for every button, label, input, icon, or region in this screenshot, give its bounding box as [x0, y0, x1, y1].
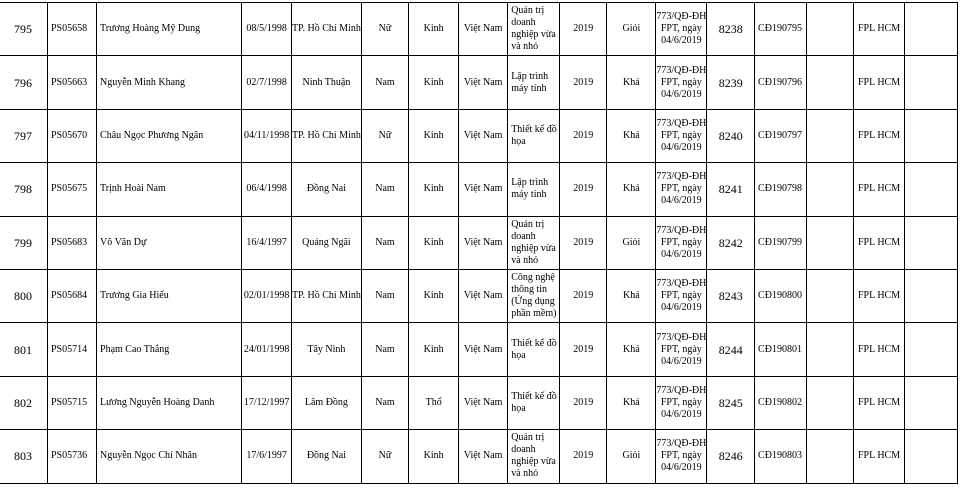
graduation-year-cell: 2019 [560, 163, 607, 216]
serial-number-cell: 8241 [707, 163, 755, 216]
major-cell: Quản trị doanh nghiệp vừa và nhỏ [508, 216, 560, 269]
graduation-year-cell: 2019 [560, 216, 607, 269]
gender-cell: Nữ [361, 109, 408, 162]
serial-number-cell: 8244 [707, 323, 755, 376]
serial-number-cell: 8242 [707, 216, 755, 269]
birth-date-cell: 17/6/1997 [242, 430, 292, 483]
birth-date-cell: 08/5/1998 [242, 3, 292, 56]
ethnicity-cell: Kinh [409, 430, 459, 483]
graduates-table [0, 2, 958, 484]
row-number-cell: 796 [0, 56, 47, 109]
serial-number-cell: 8243 [707, 269, 755, 322]
rank-cell: Khá [607, 376, 656, 429]
major-cell: Lập trình máy tính [508, 56, 560, 109]
decision-cell: 773/QĐ-ĐH FPT, ngày 04/6/2019 [656, 430, 707, 483]
extra-cell [905, 323, 958, 376]
note-cell [806, 216, 853, 269]
major-cell: Quản trị doanh nghiệp vừa và nhỏ [508, 3, 560, 56]
nationality-cell: Việt Nam [459, 56, 508, 109]
gender-cell: Nam [361, 376, 408, 429]
student-name-cell: Lương Nguyễn Hoàng Danh [97, 376, 242, 429]
campus-cell: FPL HCM [853, 376, 904, 429]
decision-cell: 773/QĐ-ĐH FPT, ngày 04/6/2019 [656, 163, 707, 216]
gender-cell: Nữ [361, 3, 408, 56]
note-cell [806, 430, 853, 483]
graduation-year-cell: 2019 [560, 269, 607, 322]
extra-cell [905, 430, 958, 483]
campus-cell: FPL HCM [853, 269, 904, 322]
ethnicity-cell: Kinh [409, 3, 459, 56]
graduation-year-cell: 2019 [560, 376, 607, 429]
certificate-number-cell: CĐ190796 [755, 56, 807, 109]
major-cell: Thiết kế đồ họa [508, 376, 560, 429]
serial-number-cell: 8246 [707, 430, 755, 483]
extra-cell [905, 163, 958, 216]
ethnicity-cell: Kinh [409, 56, 459, 109]
birth-date-cell: 24/01/1998 [242, 323, 292, 376]
ethnicity-cell: Kinh [409, 269, 459, 322]
student-name-cell: Châu Ngọc Phương Ngân [97, 109, 242, 162]
graduation-year-cell: 2019 [560, 323, 607, 376]
decision-cell: 773/QĐ-ĐH FPT, ngày 04/6/2019 [656, 376, 707, 429]
table-row [0, 216, 958, 269]
row-number-cell: 795 [0, 3, 47, 56]
birthplace-cell: Tây Ninh [291, 323, 361, 376]
birthplace-cell: Ninh Thuận [291, 56, 361, 109]
row-number-cell: 803 [0, 430, 47, 483]
decision-cell: 773/QĐ-ĐH FPT, ngày 04/6/2019 [656, 56, 707, 109]
rank-cell: Khá [607, 323, 656, 376]
note-cell [806, 376, 853, 429]
birthplace-cell: Đồng Nai [291, 430, 361, 483]
gender-cell: Nam [361, 163, 408, 216]
extra-cell [905, 216, 958, 269]
serial-number-cell: 8239 [707, 56, 755, 109]
campus-cell: FPL HCM [853, 216, 904, 269]
campus-cell: FPL HCM [853, 163, 904, 216]
rank-cell: Khá [607, 163, 656, 216]
birth-date-cell: 02/01/1998 [242, 269, 292, 322]
note-cell [806, 3, 853, 56]
table-row [0, 269, 958, 322]
student-code-cell: PS05658 [47, 3, 96, 56]
table-row [0, 56, 958, 109]
decision-cell: 773/QĐ-ĐH FPT, ngày 04/6/2019 [656, 323, 707, 376]
ethnicity-cell: Kinh [409, 216, 459, 269]
decision-cell: 773/QĐ-ĐH FPT, ngày 04/6/2019 [656, 3, 707, 56]
student-code-cell: PS05714 [47, 323, 96, 376]
birth-date-cell: 06/4/1998 [242, 163, 292, 216]
certificate-number-cell: CĐ190803 [755, 430, 807, 483]
student-code-cell: PS05670 [47, 109, 96, 162]
certificate-number-cell: CĐ190798 [755, 163, 807, 216]
certificate-number-cell: CĐ190802 [755, 376, 807, 429]
student-code-cell: PS05736 [47, 430, 96, 483]
nationality-cell: Việt Nam [459, 216, 508, 269]
student-name-cell: Trương Hoàng Mỹ Dung [97, 3, 242, 56]
major-cell: Quản trị doanh nghiệp vừa và nhỏ [508, 430, 560, 483]
row-number-cell: 799 [0, 216, 47, 269]
nationality-cell: Việt Nam [459, 430, 508, 483]
student-name-cell: Nguyễn Minh Khang [97, 56, 242, 109]
nationality-cell: Việt Nam [459, 163, 508, 216]
row-number-cell: 797 [0, 109, 47, 162]
birthplace-cell: Quảng Ngãi [291, 216, 361, 269]
gender-cell: Nam [361, 269, 408, 322]
rank-cell: Khá [607, 56, 656, 109]
nationality-cell: Việt Nam [459, 323, 508, 376]
extra-cell [905, 3, 958, 56]
serial-number-cell: 8240 [707, 109, 755, 162]
birth-date-cell: 02/7/1998 [242, 56, 292, 109]
student-name-cell: Trương Gia Hiếu [97, 269, 242, 322]
nationality-cell: Việt Nam [459, 376, 508, 429]
certificate-number-cell: CĐ190799 [755, 216, 807, 269]
major-cell: Thiết kế đồ họa [508, 323, 560, 376]
student-code-cell: PS05663 [47, 56, 96, 109]
note-cell [806, 56, 853, 109]
certificate-number-cell: CĐ190797 [755, 109, 807, 162]
student-code-cell: PS05683 [47, 216, 96, 269]
table-row [0, 3, 958, 56]
rank-cell: Giỏi [607, 216, 656, 269]
table-row [0, 109, 958, 162]
major-cell: Lập trình máy tính [508, 163, 560, 216]
extra-cell [905, 56, 958, 109]
row-number-cell: 800 [0, 269, 47, 322]
student-code-cell: PS05684 [47, 269, 96, 322]
birthplace-cell: Đồng Nai [291, 163, 361, 216]
ethnicity-cell: Kinh [409, 109, 459, 162]
graduation-year-cell: 2019 [560, 3, 607, 56]
row-number-cell: 801 [0, 323, 47, 376]
note-cell [806, 269, 853, 322]
extra-cell [905, 376, 958, 429]
graduation-year-cell: 2019 [560, 430, 607, 483]
ethnicity-cell: Thổ [409, 376, 459, 429]
certificate-number-cell: CĐ190801 [755, 323, 807, 376]
serial-number-cell: 8245 [707, 376, 755, 429]
note-cell [806, 163, 853, 216]
campus-cell: FPL HCM [853, 430, 904, 483]
certificate-number-cell: CĐ190800 [755, 269, 807, 322]
nationality-cell: Việt Nam [459, 109, 508, 162]
decision-cell: 773/QĐ-ĐH FPT, ngày 04/6/2019 [656, 109, 707, 162]
major-cell: Công nghệ thông tin (Ứng dụng phần mềm) [508, 269, 560, 322]
student-name-cell: Phạm Cao Thắng [97, 323, 242, 376]
campus-cell: FPL HCM [853, 323, 904, 376]
gender-cell: Nam [361, 323, 408, 376]
campus-cell: FPL HCM [853, 109, 904, 162]
student-name-cell: Trịnh Hoài Nam [97, 163, 242, 216]
birth-date-cell: 16/4/1997 [242, 216, 292, 269]
graduation-year-cell: 2019 [560, 109, 607, 162]
decision-cell: 773/QĐ-ĐH FPT, ngày 04/6/2019 [656, 269, 707, 322]
serial-number-cell: 8238 [707, 3, 755, 56]
rank-cell: Khá [607, 109, 656, 162]
gender-cell: Nam [361, 56, 408, 109]
birthplace-cell: TP. Hồ Chí Minh [291, 109, 361, 162]
rank-cell: Giỏi [607, 3, 656, 56]
birthplace-cell: TP. Hồ Chí Minh [291, 3, 361, 56]
campus-cell: FPL HCM [853, 3, 904, 56]
table-row [0, 323, 958, 376]
decision-cell: 773/QĐ-ĐH FPT, ngày 04/6/2019 [656, 216, 707, 269]
certificate-number-cell: CĐ190795 [755, 3, 807, 56]
student-code-cell: PS05675 [47, 163, 96, 216]
rank-cell: Khá [607, 269, 656, 322]
ethnicity-cell: Kinh [409, 323, 459, 376]
extra-cell [905, 269, 958, 322]
birthplace-cell: Lâm Đồng [291, 376, 361, 429]
rank-cell: Giỏi [607, 430, 656, 483]
table-row [0, 376, 958, 429]
extra-cell [905, 109, 958, 162]
table-row [0, 430, 958, 483]
note-cell [806, 109, 853, 162]
campus-cell: FPL HCM [853, 56, 904, 109]
major-cell: Thiết kế đồ họa [508, 109, 560, 162]
gender-cell: Nữ [361, 430, 408, 483]
gender-cell: Nam [361, 216, 408, 269]
note-cell [806, 323, 853, 376]
birthplace-cell: TP. Hồ Chí Minh [291, 269, 361, 322]
ethnicity-cell: Kinh [409, 163, 459, 216]
graduation-year-cell: 2019 [560, 56, 607, 109]
student-name-cell: Võ Văn Dự [97, 216, 242, 269]
row-number-cell: 802 [0, 376, 47, 429]
table-row [0, 163, 958, 216]
student-code-cell: PS05715 [47, 376, 96, 429]
nationality-cell: Việt Nam [459, 269, 508, 322]
row-number-cell: 798 [0, 163, 47, 216]
nationality-cell: Việt Nam [459, 3, 508, 56]
birth-date-cell: 04/11/1998 [242, 109, 292, 162]
student-name-cell: Nguyễn Ngọc Chí Nhân [97, 430, 242, 483]
birth-date-cell: 17/12/1997 [242, 376, 292, 429]
